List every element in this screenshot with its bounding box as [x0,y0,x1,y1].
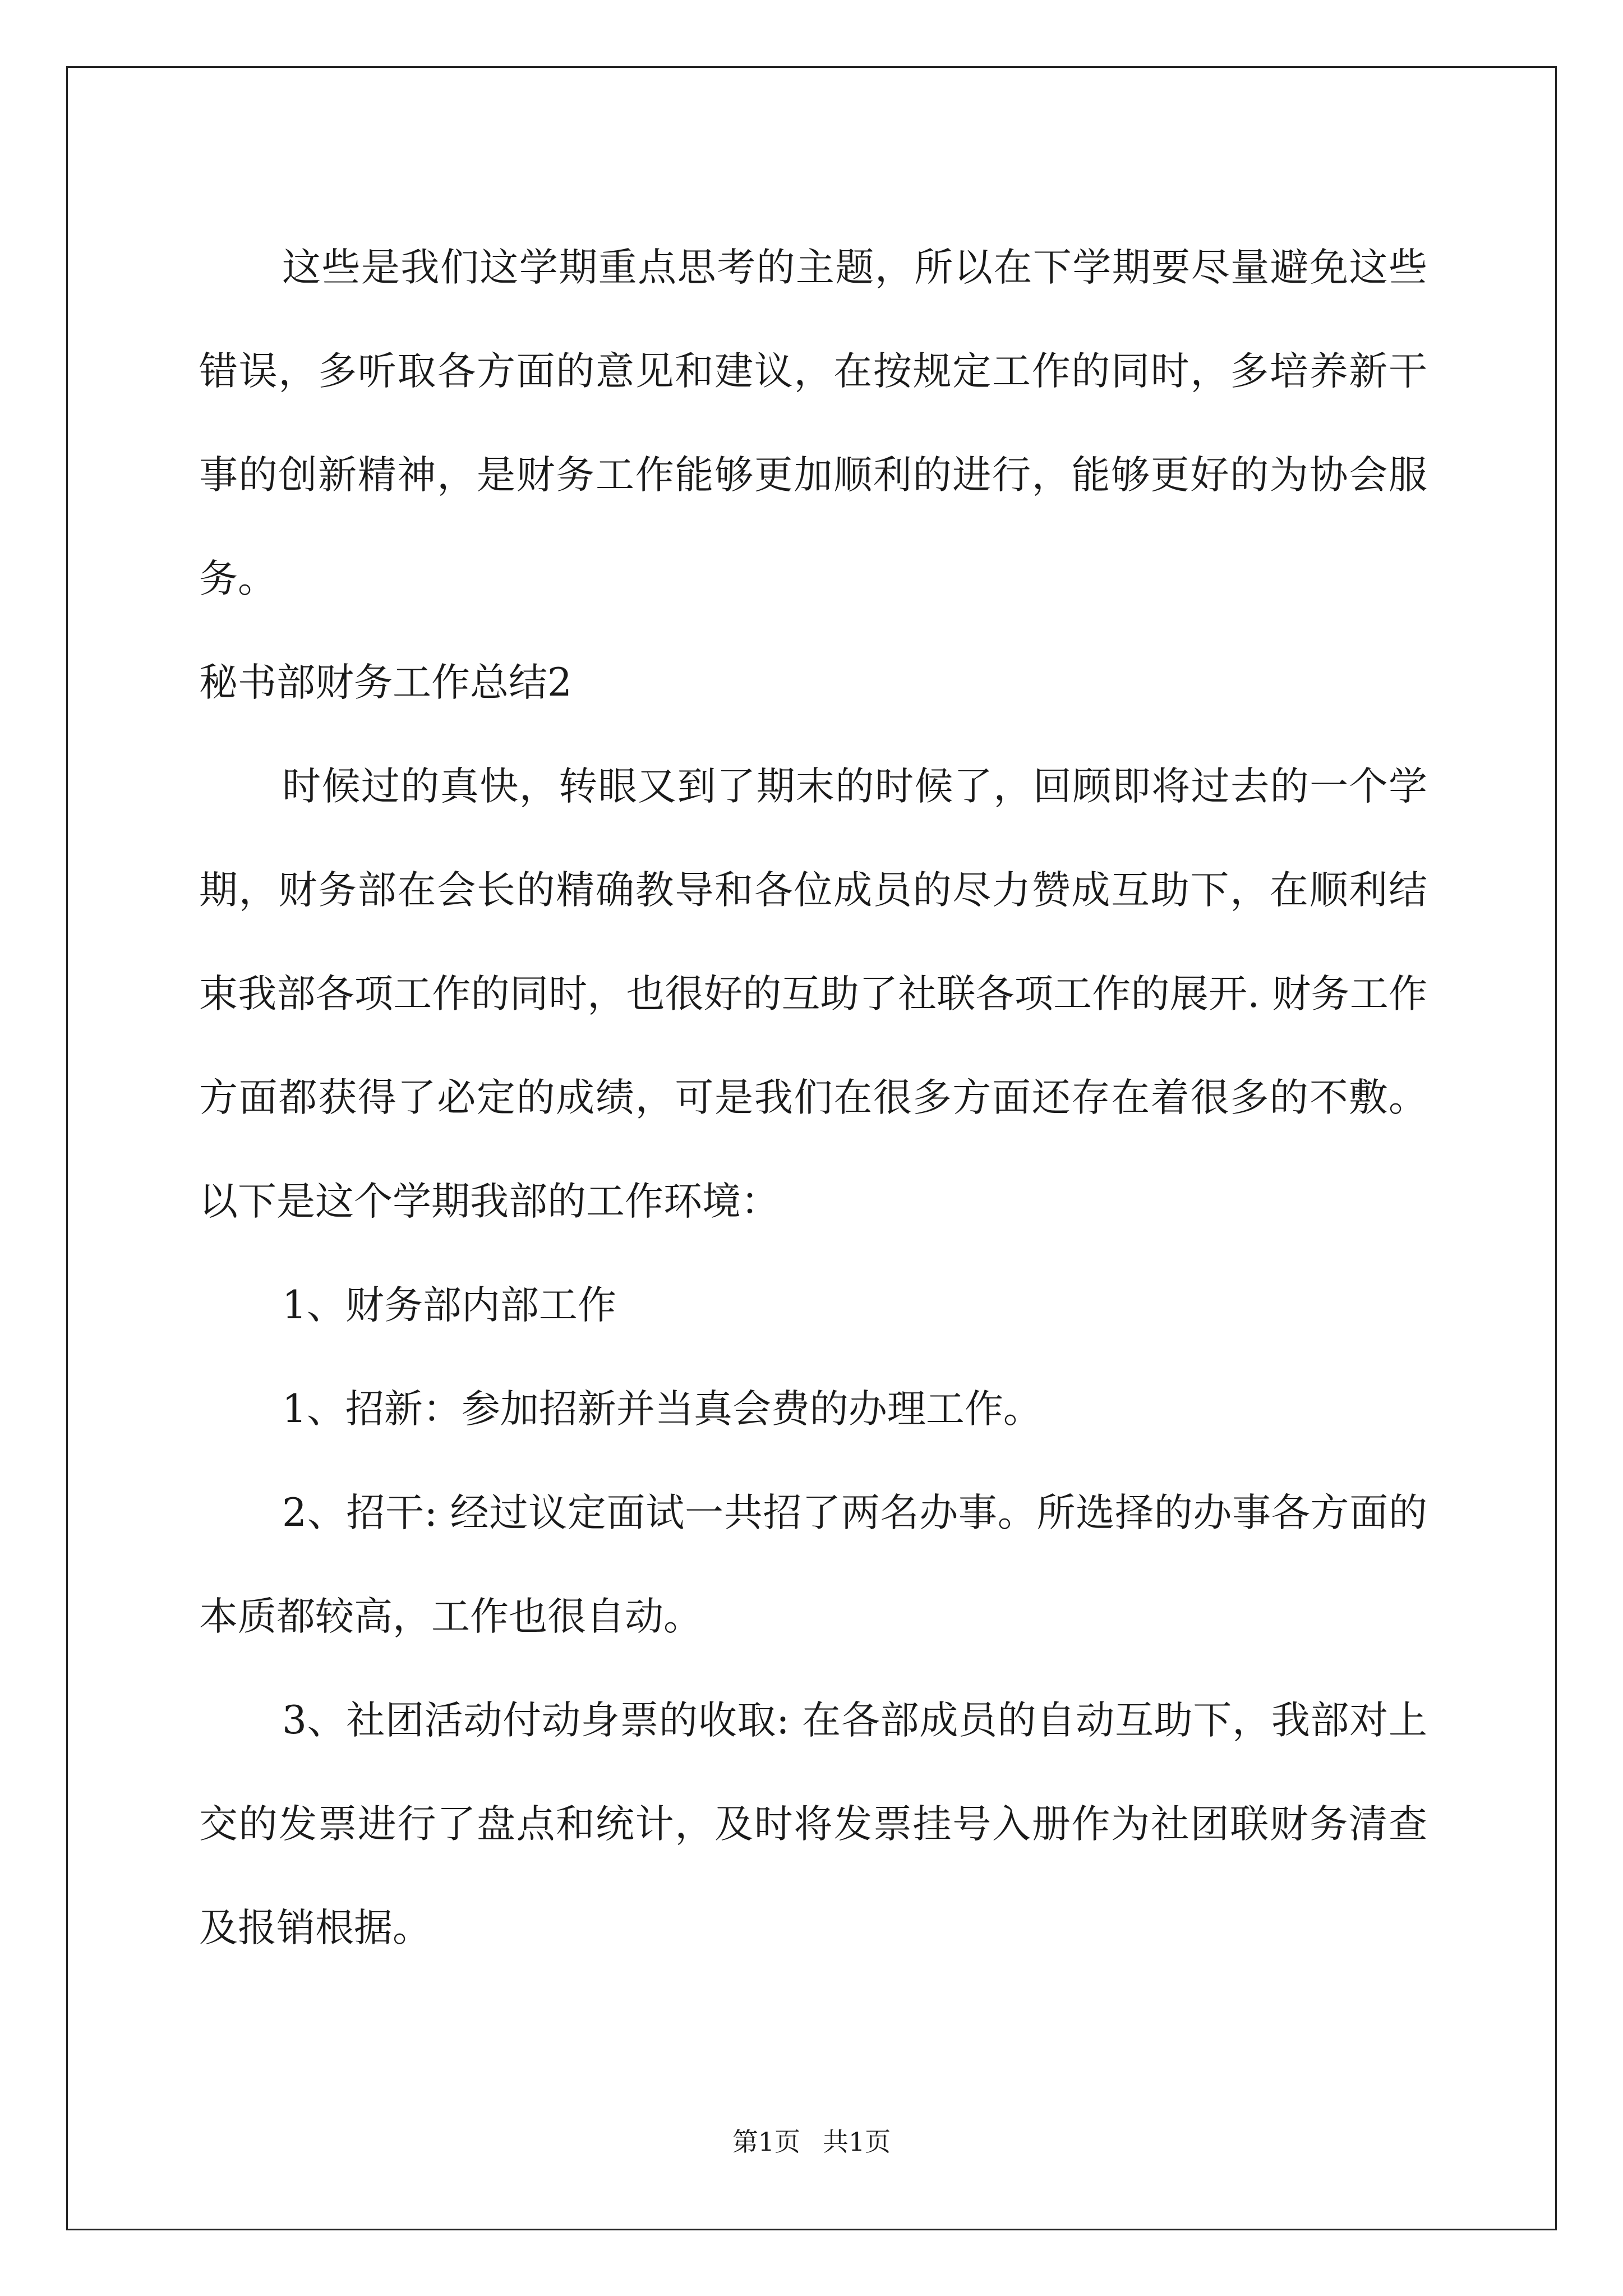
paragraph-closing-summary: 这些是我们这学期重点思考的主题，所以在下学期要尽量避免这些错误，多听取各方面的意见和建议，在按规定工作的同时，多培养新干事的创新精神，是财务工作能够更加顺利的进行，能够更好的为协会服务。 [199,245,1427,601]
paragraph-subheading-internal-work: 1、财务部内部工作 [282,1283,616,1328]
document-body [199,216,1427,1980]
section-heading: 秘书部财务工作总结2 [199,660,572,705]
page-footer [0,2125,1623,2159]
page-total: 共1页 [823,2127,891,2157]
paragraph-item-invoice-collection: 3、社团活动付动身票的收取: 在各部成员的自动互助下，我部对上交的发票进行了盘点和统计，及时将发票挂号入册作为社团联财务清查及报销根据。 [199,1698,1427,1950]
paragraph-item-recruitment: 1、招新：参加招新并当真会费的办理工作。 [282,1387,1042,1432]
page-number: 第1页 [732,2127,800,2157]
paragraph-item-staff-hiring: 2、招干: 经过议定面试一共招了两名办事。所选择的办事各方面的本质都较高，工作也很自动。 [199,1490,1427,1639]
paragraph-intro: 时候过的真快，转眼又到了期末的时候了，回顾即将过去的一个学期，财务部在会长的精确教导和各位成员的尽力赞成互助下，在顺利结束我部各项工作的同时，也很好的互助了社联各项工作的展开. 财务工作方面都获得了必定的成绩，可是我们在很多方面还存在着很多的不敷。以下是这个学期我部的工作环境： [199,764,1427,1224]
